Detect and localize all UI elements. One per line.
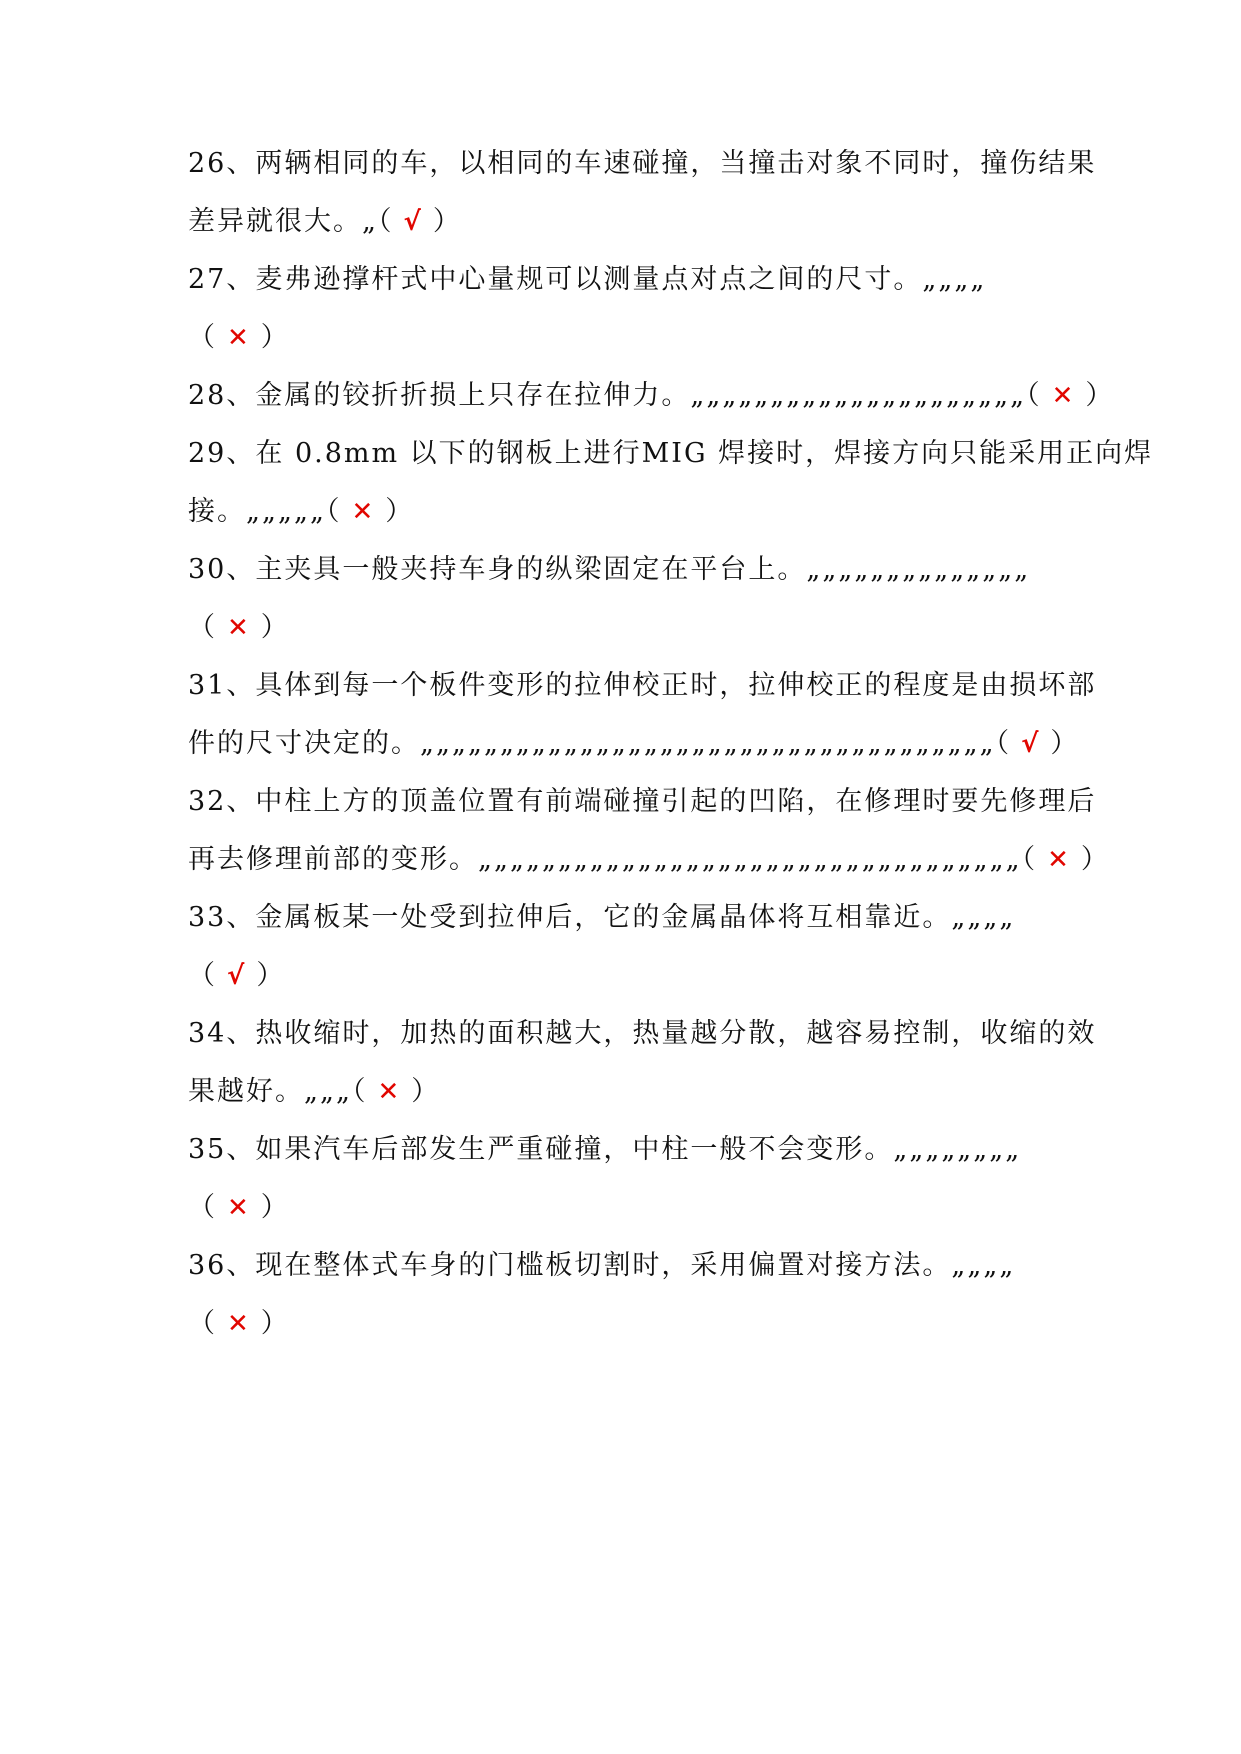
cross-mark-icon: ✕ — [227, 1309, 249, 1339]
paren-close: ） — [385, 496, 413, 527]
question-28-line-1 — [188, 376, 1113, 416]
question-26-line-2 — [188, 202, 1088, 242]
cross-mark-icon: ✕ — [1051, 381, 1074, 411]
question-text: 27、麦弗逊撑杆式中心量规可以测量点对点之间的尺寸。„„„„ — [188, 264, 987, 295]
check-mark-icon: √ — [403, 207, 421, 237]
question-text: 32、中柱上方的顶盖位置有前端碰撞引起的凹陷，在修理时要先修理后 — [188, 786, 1097, 817]
paren-close: ） — [432, 206, 460, 237]
question-33-line-2 — [188, 956, 1088, 996]
question-text: 35、如果汽车后部发生严重碰撞，中柱一般不会变形。„„„„„„„„ — [188, 1134, 1022, 1165]
question-30-line-1 — [188, 550, 1088, 590]
paren-open: （ — [378, 206, 392, 237]
paren-open: （ — [188, 322, 215, 353]
question-32-line-1 — [188, 782, 1097, 822]
check-mark-icon: √ — [1021, 729, 1039, 759]
question-27-line-1 — [188, 260, 1088, 300]
paren-close: ） — [260, 612, 288, 643]
paren-close: ） — [411, 1076, 439, 1107]
question-text: 30、主夹具一般夹持车身的纵梁固定在平台上。„„„„„„„„„„„„„„ — [188, 554, 1031, 585]
question-33-line-1 — [188, 898, 1088, 938]
paren-open: （ — [1026, 380, 1040, 411]
question-text: 34、热收缩时，加热的面积越大，热量越分散，越容易控制，收缩的效 — [188, 1018, 1097, 1049]
check-mark-icon: √ — [227, 961, 245, 991]
question-text: 果越好。„„„ — [188, 1076, 352, 1107]
paren-close: ） — [1080, 844, 1108, 875]
paren-open: （ — [188, 1192, 215, 1223]
paren-close: ） — [256, 960, 284, 991]
question-31-line-1 — [188, 666, 1097, 706]
question-34-line-2 — [188, 1072, 1088, 1112]
question-35-line-1 — [188, 1130, 1088, 1170]
question-29-line-1 — [188, 434, 1154, 474]
question-30-line-2 — [188, 608, 1088, 648]
paren-open: （ — [351, 1076, 366, 1107]
question-29-line-2 — [188, 492, 1088, 532]
paren-open: （ — [188, 612, 215, 643]
paren-open: （ — [1021, 844, 1036, 875]
cross-mark-icon: ✕ — [227, 613, 249, 643]
cross-mark-icon: ✕ — [1047, 845, 1069, 875]
paren-close: ） — [1085, 380, 1113, 411]
question-32-line-2 — [188, 840, 1108, 880]
paren-open: （ — [995, 728, 1010, 759]
question-text: 36、现在整体式车身的门槛板切割时，采用偏置对接方法。„„„„ — [188, 1250, 1016, 1281]
paren-open: （ — [188, 1308, 215, 1339]
paren-close: ） — [260, 1192, 288, 1223]
cross-mark-icon: ✕ — [377, 1077, 400, 1107]
paren-close: ） — [260, 322, 288, 353]
question-text: 28、金属的铰折折损上只存在拉伸力。„„„„„„„„„„„„„„„„„„„„„ — [188, 380, 1027, 411]
question-35-line-2 — [188, 1188, 1088, 1228]
question-text: 33、金属板某一处受到拉伸后，它的金属晶体将互相靠近。„„„„ — [188, 902, 1016, 933]
paren-close: ） — [260, 1308, 288, 1339]
paren-open: （ — [188, 960, 215, 991]
question-text: 29、在 0.8mm 以下的钢板上进行MIG 焊接时，焊接方向只能采用正向焊 — [188, 438, 1154, 469]
cross-mark-icon: ✕ — [227, 323, 249, 353]
question-26-line-1 — [188, 144, 1097, 184]
question-text: 件的尺寸决定的。„„„„„„„„„„„„„„„„„„„„„„„„„„„„„„„„„„„„ — [188, 728, 996, 759]
question-36-line-1 — [188, 1246, 1088, 1286]
question-text: 接。„„„„„ — [188, 496, 326, 527]
question-text: 差异就很大。„ — [188, 206, 378, 237]
paren-close: ） — [1050, 728, 1078, 759]
paren-open: （ — [325, 496, 340, 527]
cross-mark-icon: ✕ — [351, 497, 374, 527]
question-31-line-2 — [188, 724, 1088, 764]
question-text: 31、具体到每一个板件变形的拉伸校正时，拉伸校正的程度是由损坏部 — [188, 670, 1097, 701]
question-36-line-2 — [188, 1304, 1088, 1344]
question-27-line-2 — [188, 318, 1088, 358]
question-text: 26、两辆相同的车，以相同的车速碰撞，当撞击对象不同时，撞伤结果 — [188, 148, 1097, 179]
cross-mark-icon: ✕ — [227, 1193, 249, 1223]
question-text: 再去修理前部的变形。„„„„„„„„„„„„„„„„„„„„„„„„„„„„„„„„„„ — [188, 844, 1022, 875]
question-34-line-1 — [188, 1014, 1097, 1054]
